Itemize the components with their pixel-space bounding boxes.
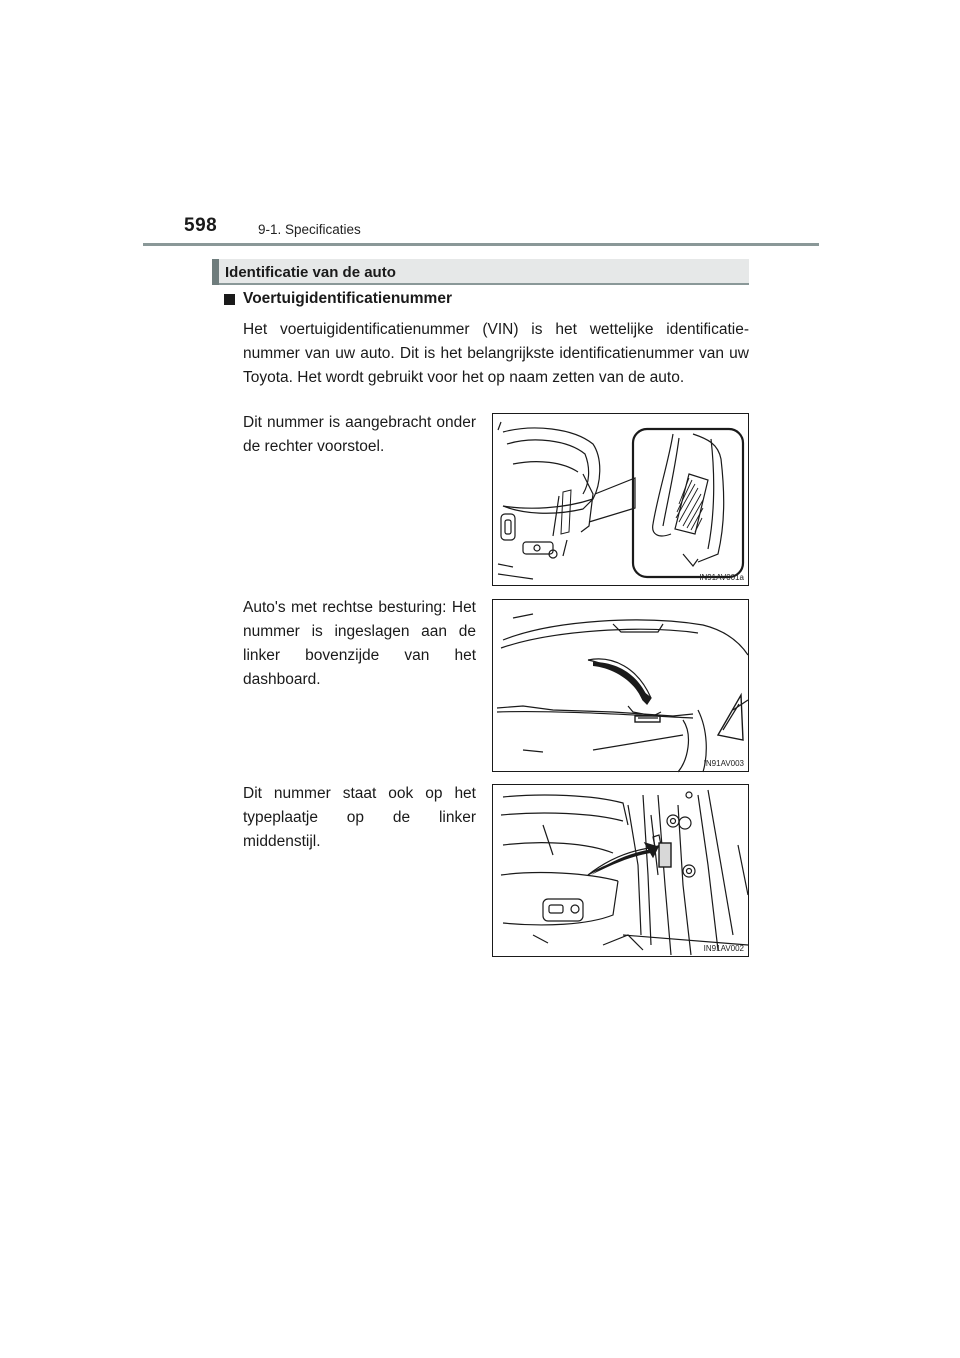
figure-seat — [492, 413, 749, 586]
intro-paragraph: Het voertuigidentificatienummer (VIN) is het wettelijke identificatie-nummer van uw auto. Dit is het belangrijkste identificatienummer van uw Toyota. Het wordt gebruikt voor het op naam zetten van de auto. — [243, 321, 749, 386]
bullet-square-icon — [224, 294, 235, 305]
pillar-illustration — [493, 785, 750, 958]
seat-illustration — [493, 414, 750, 587]
location-text-pillar: Dit nummer staat ook op het typeplaatje op de linker middenstijl. — [243, 785, 476, 850]
figure-code-dashboard: IN91AV003 — [703, 759, 744, 768]
chapter-title: 9-1. Specificaties — [258, 222, 361, 237]
location-text-seat: Dit nummer is aangebracht onder de rechter voorstoel. — [243, 414, 476, 455]
figure-dashboard — [492, 599, 749, 772]
section-title: Identificatie van de auto — [225, 264, 396, 281]
location-text-dashboard: Auto's met rechtse besturing: Het nummer is ingeslagen aan de linker bovenzijde van het dashboard. — [243, 599, 476, 688]
figure-code-seat: IN91AV001a — [699, 573, 744, 582]
section-bar-accent — [212, 259, 219, 285]
figure-pillar — [492, 784, 749, 957]
subheading: Voertuigidentificatienummer — [243, 290, 452, 307]
page-number: 598 — [184, 215, 218, 236]
figure-code-pillar: IN91AV002 — [703, 944, 744, 953]
dashboard-illustration — [493, 600, 750, 773]
header-rule — [143, 243, 819, 246]
